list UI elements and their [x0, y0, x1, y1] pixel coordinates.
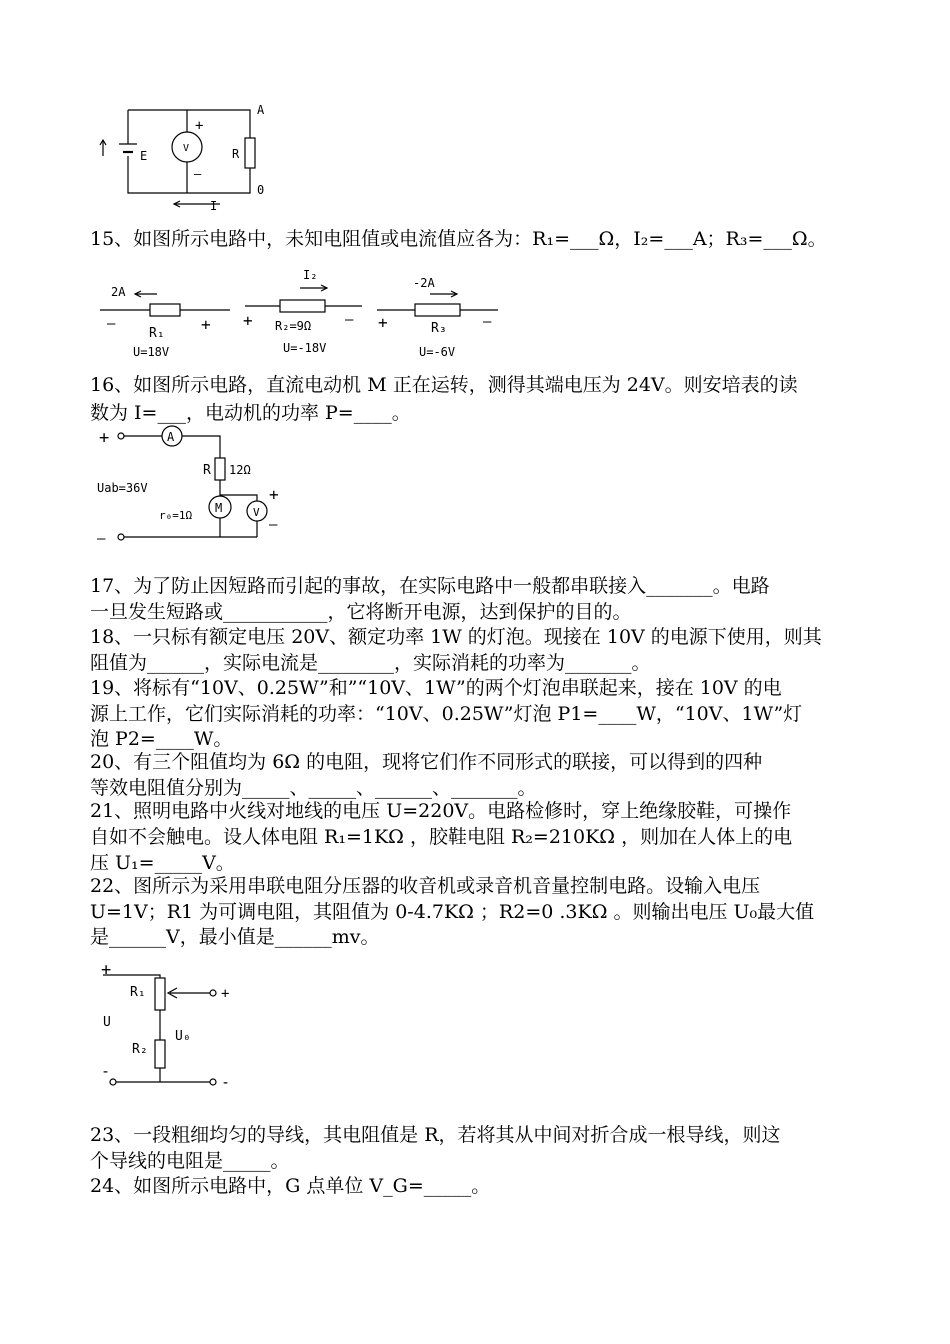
motor-circuit-diagram — [95, 425, 295, 545]
r0-label: r₀=1Ω — [159, 509, 193, 522]
r3-name: R₃ — [431, 321, 447, 336]
circuit-diagram — [95, 100, 285, 215]
question-22-line-2: U=1V；R1 为可调电阻，其阻值为 0-4.7KΩ ；R2=0 .3KΩ 。则输出电压 U₀最大值 — [90, 901, 815, 923]
figure-q22-divider-circuit — [95, 950, 245, 1090]
voltmeter-label: V — [253, 506, 260, 519]
uab-label: Uab=36V — [97, 481, 148, 495]
question-15: 15、如图所示电路中，未知电阻值或电流值应各为：R₁=___Ω，I₂=___A；R₃=___Ω。 — [90, 228, 827, 250]
r1-minus: — — [107, 316, 116, 332]
question-21-line-2: 自如不会触电。设人体电阻 R₁=1KΩ ，胶鞋电阻 R₂=210KΩ ，则加在人体上的电 — [90, 826, 793, 848]
terminal-plus: + — [99, 428, 110, 448]
r2-voltage: U=-18V — [283, 341, 327, 355]
r1-plus: + — [201, 315, 211, 334]
input-plus: + — [101, 960, 112, 980]
question-22-line-1: 22、图所示为采用串联电阻分压器的收音机或录音机音量控制电路。设输入电压 — [90, 875, 761, 897]
resistor-diagram — [95, 265, 515, 360]
r1-name: R₁ — [149, 326, 165, 341]
r2-label: R₂ — [132, 1042, 148, 1057]
question-17-line-1: 17、为了防止因短路而引起的事故，在实际电路中一般都串联接入_______。电路 — [90, 575, 770, 597]
question-20-line-2: 等效电阻值分别为_____、_____、______、_______。 — [90, 777, 537, 799]
question-19-line-1: 19、将标有“10V、0.25W”和”“10V、1W”的两个灯泡串联起来，接在 10V 的电 — [90, 677, 782, 699]
question-16-line-1: 16、如图所示电路，直流电动机 M 正在运转，测得其端电压为 24V。则安培表的读 — [90, 374, 798, 396]
voltmeter-plus: + — [269, 485, 279, 504]
r3-minus: — — [483, 314, 492, 330]
label-o: 0 — [257, 183, 265, 197]
figure-q14-circuit — [95, 100, 285, 215]
output-u0-label: U₀ — [175, 1029, 191, 1044]
label-minus: — — [194, 167, 202, 181]
input-u-label: U — [103, 1015, 111, 1030]
label-plus: + — [195, 118, 204, 134]
terminal-minus: — — [97, 531, 106, 547]
question-17-line-2: 一旦发生短路或___________，它将断开电源，达到保护的目的。 — [90, 601, 632, 623]
question-23-line-2: 个导线的电阻是_____。 — [90, 1150, 290, 1172]
question-16-line-2: 数为 I=___，电动机的功率 P=____。 — [90, 402, 411, 424]
question-19-line-3: 泡 P2=____W。 — [90, 728, 233, 750]
divider-circuit-diagram — [95, 950, 245, 1090]
r2-plus: + — [243, 311, 253, 330]
ammeter-label: A — [167, 430, 175, 444]
r1-current: 2A — [111, 285, 126, 299]
output-minus: - — [221, 1073, 231, 1091]
label-i: I — [210, 199, 218, 213]
figure-q15-resistors — [95, 265, 515, 360]
motor-label: M — [215, 501, 223, 515]
question-18-line-2: 阻值为______，实际电流是________，实际消耗的功率为_______。 — [90, 652, 651, 674]
question-22-line-3: 是______V，最小值是______mv。 — [90, 926, 380, 948]
output-plus: + — [221, 986, 230, 1002]
r2-minus: — — [345, 312, 354, 328]
voltmeter-label: V — [183, 143, 190, 154]
question-18-line-1: 18、一只标有额定电压 20V、额定功率 1W 的灯泡。现接在 10V 的电源下使用，则其 — [90, 626, 822, 648]
r2-current: I₂ — [303, 268, 318, 282]
label-e: E — [140, 149, 148, 163]
question-21-line-1: 21、照明电路中火线对地线的电压 U=220V。电路检修时，穿上绝缘胶鞋，可操作 — [90, 800, 792, 822]
r2-name: R₂=9Ω — [275, 319, 312, 333]
label-r: R — [232, 147, 240, 161]
input-minus: - — [101, 1062, 111, 1080]
question-24: 24、如图所示电路中，G 点单位 V_G=_____。 — [90, 1175, 491, 1197]
question-19-line-2: 源上工作，它们实际消耗的功率：“10V、0.25W”灯泡 P1=____W，“10V、1W”灯 — [90, 703, 803, 725]
question-20-line-1: 20、有三个阻值均为 6Ω 的电阻，现将它们作不同形式的联接，可以得到的四种 — [90, 751, 763, 773]
resistor-r-value: 12Ω — [229, 463, 251, 477]
r3-plus: + — [378, 313, 388, 332]
voltmeter-minus: — — [269, 517, 278, 533]
r3-current: -2A — [413, 276, 435, 290]
question-23-line-1: 23、一段粗细均匀的导线，其电阻值是 R，若将其从中间对折合成一根导线，则这 — [90, 1124, 781, 1146]
resistor-r-label: R — [203, 463, 211, 478]
figure-q16-motor-circuit — [95, 425, 295, 545]
label-a: A — [257, 103, 265, 117]
r1-label: R₁ — [130, 985, 146, 1000]
question-21-line-3: 压 U₁=_____V。 — [90, 852, 235, 874]
r1-voltage: U=18V — [133, 345, 170, 359]
r3-voltage: U=-6V — [419, 345, 456, 359]
